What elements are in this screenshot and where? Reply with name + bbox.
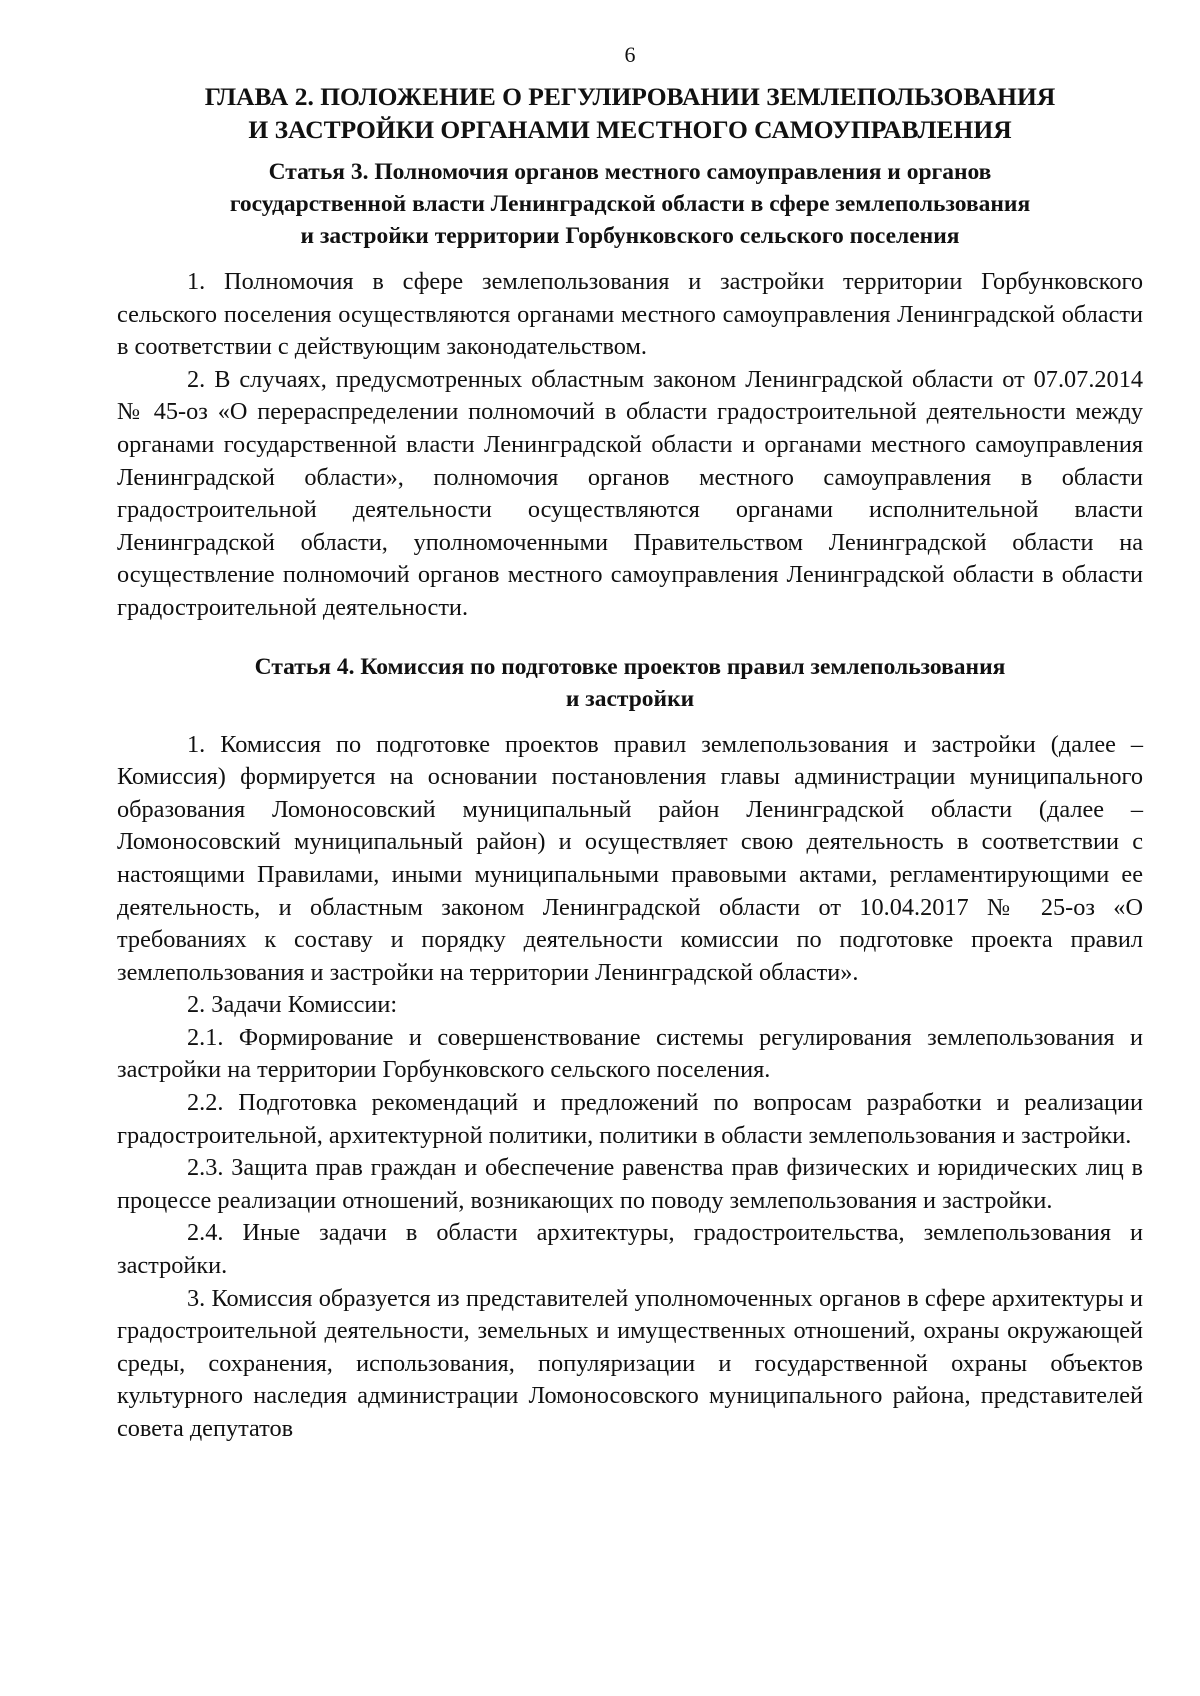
page-number: 6 — [624, 42, 636, 67]
chapter-title — [117, 80, 1143, 146]
article-3-title-line-2: государственной власти Ленинградской области в сфере землепользования — [229, 191, 1031, 217]
article-3-title — [117, 156, 1143, 252]
article-4-paragraph-2-3: 2.3. Защита прав граждан и обеспечение равенства прав физических и юридических лиц в процессе реализации отношений, возникающих по поводу землепользования и застройки. — [117, 1154, 1143, 1214]
article-4-paragraph-2: 2. Задачи Комиссии: — [187, 991, 398, 1019]
chapter-title-line-2: И ЗАСТРОЙКИ ОРГАНАМИ МЕСТНОГО САМОУПРАВЛЕНИЯ — [248, 115, 1012, 144]
article-4-title — [117, 651, 1143, 715]
article-3-title-line-1: Статья 3. Полномочия органов местного самоуправления и органов — [268, 159, 992, 185]
article-4-title-line-1: Статья 4. Комиссия по подготовке проектов правил землепользования — [254, 653, 1006, 680]
article-4-title-line-2: и застройки — [565, 685, 695, 712]
article-4-paragraph-3: 3. Комиссия образуется из представителей уполномоченных органов в сфере архитектуры и градостроительной деятельности, земельных и имущественных отношений, охраны окружающей среды, сохранения, использования, популяризации и государственной охраны объектов культурного наследия администрации Ломоносовского муниципального района, представителей совета депутатов — [117, 1284, 1143, 1442]
document-page — [117, 40, 1143, 1446]
article-4-paragraph-2-1: 2.1. Формирование и совершенствование системы регулирования землепользования и застройки на территории Горбунковского сельского поселения. — [117, 1023, 1143, 1084]
article-4-paragraph-1: 1. Комиссия по подготовке проектов правил землепользования и застройки (далее – Комиссия) формируется на основании постановления главы администрации муниципального образования Ломоносовский муниципальный район Ленинградской области (далее – Ломоносовский муниципальный район) и осуществляет свою деятельность в соответствии с настоящими Правилами, иными муниципальными правовыми актами, регламентирующими ее деятельность, и областным законом Ленинградской области от 10.04.2017 № 25-оз «О требованиях к составу и порядку деятельности комиссии по подготовке проекта правил землепользования и застройки на территории Ленинградской области». — [117, 730, 1143, 986]
article-3-title-line-3: и застройки территории Горбунковского сельского поселения — [300, 223, 960, 249]
article-3-paragraph-2: 2. В случаях, предусмотренных областным законом Ленинградской области от 07.07.2014 № 45-оз «О перераспределении полномочий в области градостроительной деятельности между органами государственной власти Ленинградской области и органами местного самоуправления Ленинградской области», полномочия органов местного самоуправления в области градостроительной деятельности осуществляются органами исполнительной власти Ленинградской области, уполномоченными Правительством Ленинградской области на осуществление полномочий органов местного самоуправления Ленинградской области в области градостроительной деятельности. — [117, 365, 1143, 621]
article-4-paragraph-2-4: 2.4. Иные задачи в области архитектуры, градостроительства, землепользования и застройки. — [117, 1219, 1143, 1280]
article-4-paragraph-2-2: 2.2. Подготовка рекомендаций и предложений по вопросам разработки и реализации градостроительной, архитектурной политики, политики в области землепользования и застройки. — [117, 1089, 1143, 1149]
chapter-title-line-1: ГЛАВА 2. ПОЛОЖЕНИЕ О РЕГУЛИРОВАНИИ ЗЕМЛЕПОЛЬЗОВАНИЯ — [204, 82, 1056, 111]
article-3-paragraph-1: 1. Полномочия в сфере землепользования и застройки территории Горбунковского сельского поселения осуществляются органами местного самоуправления Ленинградской области в соответствии с действующим законодательством. — [117, 268, 1143, 361]
